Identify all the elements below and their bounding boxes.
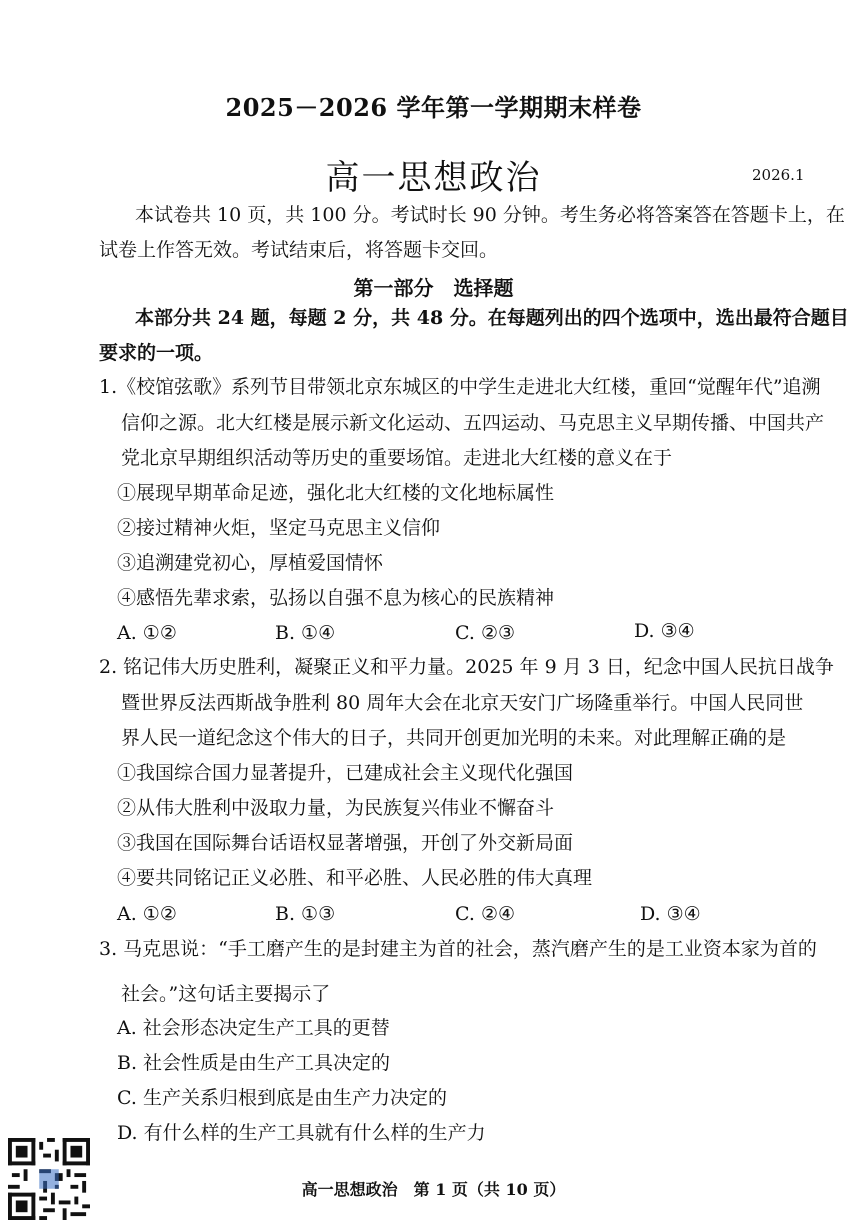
q1-option-b: B. ①④	[275, 622, 336, 644]
q2-option-b: B. ①③	[275, 903, 336, 925]
q2-stem-1: 2. 铭记伟大历史胜利，凝聚正义和平力量。2025 年 9 月 3 日，纪念中国人民抗日战争	[99, 656, 834, 678]
q1-stem-3: 党北京早期组织活动等历史的重要场馆。走进北大红楼的意义在于	[121, 447, 673, 469]
section-instruction-1: 本部分共 24 题，每题 2 分，共 48 分。在每题列出的四个选项中，选出最符合题目	[135, 307, 849, 329]
q1-statement-4: ④感悟先辈求索，弘扬以自强不息为核心的民族精神	[117, 587, 555, 609]
q2-option-c: C. ②④	[455, 903, 516, 925]
subject-title: 高一思想政治	[325, 158, 542, 198]
exam-date: 2026.1	[752, 166, 805, 184]
q2-statement-4: ④要共同铭记正义必胜、和平必胜、人民必胜的伟大真理	[117, 867, 593, 889]
q2-statement-1: ①我国综合国力显著提升，已建成社会主义现代化强国	[117, 762, 574, 784]
q2-stem-3: 界人民一道纪念这个伟大的日子，共同开创更加光明的未来。对此理解正确的是	[121, 727, 787, 749]
q1-stem-1: 1.《校馆弦歌》系列节目带领北京东城区的中学生走进北大红楼，重回“觉醒年代”追溯	[99, 376, 821, 398]
q2-option-d: D. ③④	[640, 903, 701, 925]
q1-stem-2: 信仰之源。北大红楼是展示新文化运动、五四运动、马克思主义早期传播、中国共产	[121, 412, 825, 434]
page-footer: 高一思想政治 第 1 页（共 10 页）	[301, 1180, 566, 1199]
q3-option-d: D. 有什么样的生产工具就有什么样的生产力	[117, 1122, 486, 1144]
intro-line-2: 试卷上作答无效。考试结束后，将答题卡交回。	[99, 239, 499, 261]
q1-statement-3: ③追溯建党初心，厚植爱国情怀	[117, 552, 384, 574]
q2-stem-2: 暨世界反法西斯战争胜利 80 周年大会在北京天安门广场隆重举行。中国人民同世	[121, 692, 804, 714]
section-title: 第一部分 选择题	[353, 276, 514, 300]
section-instruction-2: 要求的一项。	[99, 342, 214, 364]
q1-option-d: D. ③④	[634, 620, 695, 642]
exam-title: 2025－2026 学年第一学期期末样卷	[225, 93, 642, 122]
q1-option-a: A. ①②	[117, 622, 177, 644]
q1-option-c: C. ②③	[455, 622, 516, 644]
q2-statement-2: ②从伟大胜利中汲取力量，为民族复兴伟业不懈奋斗	[117, 797, 555, 819]
q3-option-c: C. 生产关系归根到底是由生产力决定的	[117, 1087, 447, 1109]
q2-statement-3: ③我国在国际舞台话语权显著增强，开创了外交新局面	[117, 832, 574, 854]
q3-option-b: B. 社会性质是由生产工具决定的	[117, 1052, 391, 1074]
q3-stem-1: 3. 马克思说：“手工磨产生的是封建主为首的社会，蒸汽磨产生的是工业资本家为首的	[99, 938, 817, 960]
q3-option-a: A. 社会形态决定生产工具的更替	[117, 1017, 390, 1039]
q2-option-a: A. ①②	[117, 903, 177, 925]
intro-line-1: 本试卷共 10 页，共 100 分。考试时长 90 分钟。考生务必将答案答在答题卡上，在	[135, 204, 845, 226]
q3-stem-2: 社会。”这句话主要揭示了	[121, 983, 331, 1005]
q1-statement-2: ②接过精神火炬，坚定马克思主义信仰	[117, 517, 441, 539]
q1-statement-1: ①展现早期革命足迹，强化北大红楼的文化地标属性	[117, 482, 555, 504]
